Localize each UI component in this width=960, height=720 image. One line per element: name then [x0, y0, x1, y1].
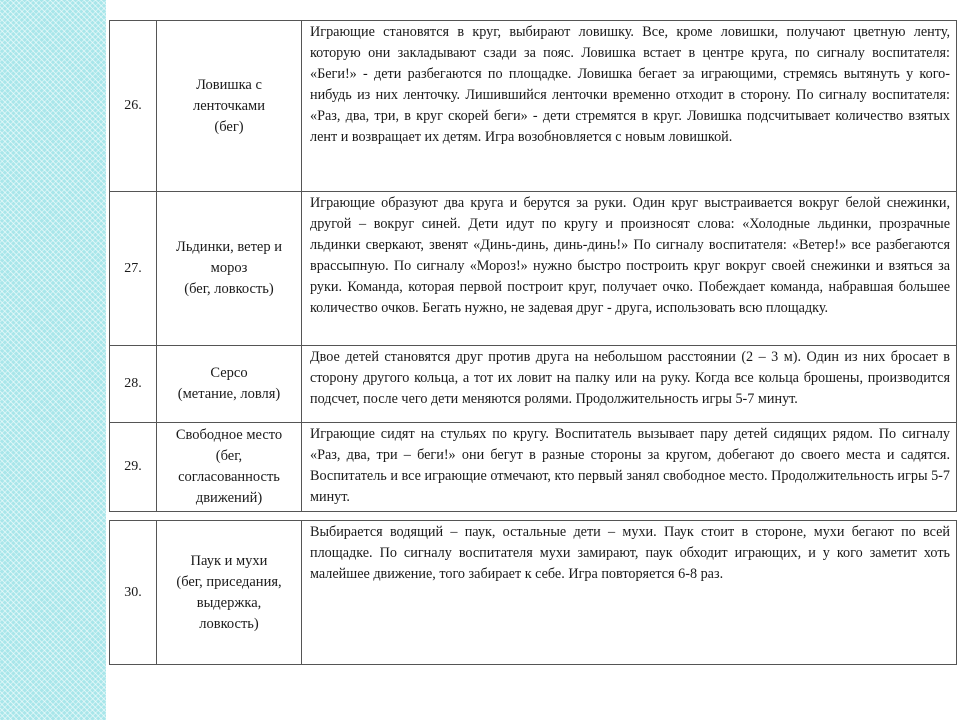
game-name-line: (бег, ловкость): [184, 281, 274, 297]
game-number: 30.: [110, 521, 157, 665]
game-name-line: ленточками: [193, 97, 265, 114]
game-name-line: ловкость): [199, 615, 259, 632]
game-number: 26.: [110, 21, 157, 192]
game-name: [157, 423, 302, 512]
games-table-continued: [109, 520, 957, 665]
game-description: Двое детей становятся друг против друга на небольшом расстоянии (2 – 3 м). Один из них бросает в сторону другого кольца, а тот их ловит на палку или на руку. Когда все кольца брошены, производится подсчет, после чего дети меняются ролями. Продолжительность игры 5-7 минут.: [302, 346, 957, 423]
game-name-line: (бег, приседания,: [176, 573, 282, 590]
game-name-line: Свободное место: [175, 427, 283, 443]
game-name-line: мороз: [210, 260, 248, 276]
table-row: [110, 346, 957, 423]
game-number: 27.: [110, 192, 157, 346]
games-table: [109, 20, 957, 512]
game-description: Играющие сидят на стульях по кругу. Воспитатель вызывает пару детей сидящих рядом. По сигналу «Раз, два, три – беги!» они бегут в разные стороны за кругом, добегают до своего места и садятся. Воспитатель и все играющие отмечают, кто первый занял свободное место. Продолжительность игры 5-7 минут.: [302, 423, 957, 512]
game-description: Играющие образуют два круга и берутся за руки. Один круг выстраивается вокруг белой снежинки, другой – вокруг синей. Дети идут по кругу и произносят слова: «Холодные льдинки, прозрачные льдинки сверкают, звенят «Динь-динь, динь-динь!» По сигналу воспитателя: «Ветер!» все разбегаются врассыпную. По сигналу «Мороз!» нужно быстро построить круг вокруг своей снежинки и взяться за руки. Команда, которая первой построит круг, получает очко. Побеждает команда, набравшая большее количество очков. Бегать нужно, не задевая друг - друга, использовать всю площадку.: [302, 192, 957, 346]
game-name: [157, 192, 302, 346]
game-description: Играющие становятся в круг, выбирают ловишку. Все, кроме ловишки, получают цветную ленту, которую они закладывают сзади за пояс. Ловишка встает в центре круга, по сигналу воспитателя: «Беги!» - дети разбегаются по площадке. Ловишка бегает за играющими, стремясь вытянуть у кого-нибудь из них ленточку. Лишившийся ленточки временно отходит в сторону. По сигналу воспитателя: «Раз, два, три, в круг скорей беги» - дети стремятся в круг. Ловишка подсчитывает количество взятых лент и возвращает их детям. Игра возобновляется с новым ловишкой.: [302, 21, 957, 192]
game-name-line: Ловишка с: [196, 76, 262, 93]
game-name: [157, 21, 302, 192]
game-number: 29.: [110, 423, 157, 512]
game-name: [157, 346, 302, 423]
table-row: [110, 21, 957, 192]
game-name-line: (бег): [214, 118, 244, 135]
game-name-line: согласованность: [178, 469, 280, 485]
game-description: Выбирается водящий – паук, остальные дети – мухи. Паук стоит в стороне, мухи бегают по всей площадке. По сигналу воспитателя мухи замирают, паук обходит играющих, и у кого заметит хоть малейшее движение, того забирает к себе. Игра повторяется 6-8 раз.: [302, 521, 957, 665]
decorative-side-strip: [0, 0, 106, 720]
table-row: [110, 423, 957, 512]
game-number: 28.: [110, 346, 157, 423]
game-name-line: движений): [195, 490, 263, 506]
game-name-line: Паук и мухи: [190, 552, 268, 569]
table-row: [110, 192, 957, 346]
game-name-line: (бег,: [215, 448, 243, 464]
game-name-line: Серсо: [210, 365, 248, 381]
game-name: [157, 521, 302, 665]
game-name-line: выдержка,: [196, 594, 262, 611]
game-name-line: (метание, ловля): [177, 386, 281, 402]
game-name-line: Льдинки, ветер и: [175, 239, 282, 255]
table-row: [110, 521, 957, 665]
